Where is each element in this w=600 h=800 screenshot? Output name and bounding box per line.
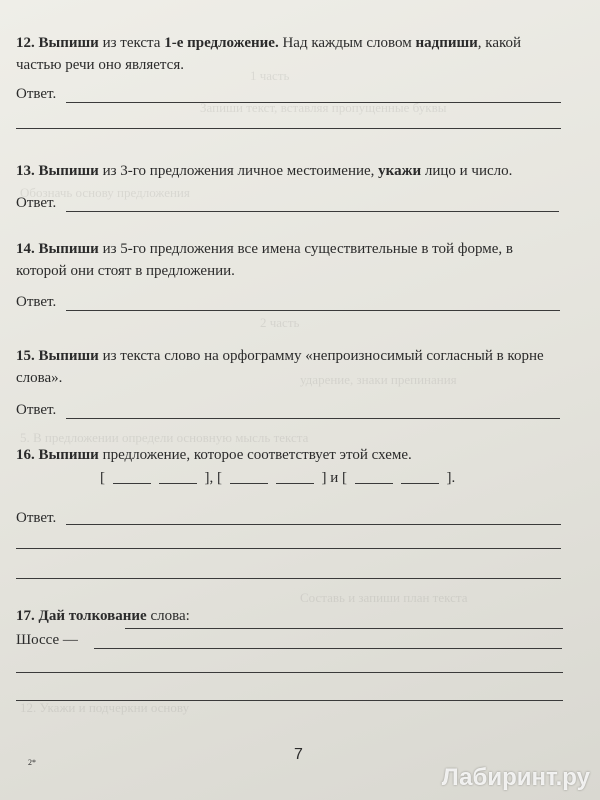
task-text: из 3-го предложения личное местоимение, xyxy=(98,163,379,179)
task-emphasis: 1-е предложение. xyxy=(164,35,279,51)
answer-line[interactable] xyxy=(125,628,563,629)
task-emphasis: надпиши xyxy=(415,35,478,51)
watermark-logo: Лабиринт.ру xyxy=(441,764,590,791)
answer-line[interactable] xyxy=(66,310,560,311)
bleed-through-text: ударение, знаки препинания xyxy=(300,372,457,387)
task-number: 13. xyxy=(16,163,35,179)
bleed-through-text: Обозначь основу предложения xyxy=(20,185,190,200)
scheme-bracket: [ xyxy=(217,470,222,486)
bleed-through-text: Составь и запиши план текста xyxy=(300,590,468,605)
task-15 xyxy=(16,345,564,389)
bleed-through-text: Запиши текст, вставляя пропущенные буквы xyxy=(200,100,447,115)
signature-mark: 2* xyxy=(28,758,36,767)
answer-line[interactable] xyxy=(16,672,563,673)
answer-line[interactable] xyxy=(16,578,561,579)
bleed-through-text: 12. Укажи и подчеркни основу xyxy=(20,700,190,715)
answer-line[interactable] xyxy=(16,700,563,701)
task-17 xyxy=(16,605,564,627)
answer-line[interactable] xyxy=(94,648,562,649)
task-text: из текста слово на орфограмму «непроизносимый согласный в корне слова». xyxy=(16,348,544,386)
task-12 xyxy=(16,32,564,76)
scheme-blank xyxy=(401,473,439,484)
task-number: 16. xyxy=(16,447,35,463)
task-text: Над каждым словом xyxy=(278,35,416,51)
task-number: 15. xyxy=(16,348,35,364)
scheme-blank xyxy=(159,473,197,484)
task-verb: Выпиши xyxy=(38,35,99,51)
task-verb: Дай толкование xyxy=(38,608,147,624)
task-text: из 5-го предложения все имена существительные в той форме, в которой они стоят в предложении. xyxy=(16,241,514,279)
task-13 xyxy=(16,160,564,182)
scheme-blank xyxy=(230,473,268,484)
task-text: из текста xyxy=(98,35,165,51)
bleed-through-text: 1 часть xyxy=(250,68,290,83)
task-number: 14. xyxy=(16,241,35,257)
answer-label: Ответ. xyxy=(16,294,57,310)
answer-row-13[interactable] xyxy=(16,195,561,217)
task-number: 17. xyxy=(16,608,35,624)
task-verb: Выпиши xyxy=(38,163,99,179)
task-text: предложение, которое соответствует этой схеме. xyxy=(98,447,412,463)
answer-line[interactable] xyxy=(66,102,561,103)
task-14 xyxy=(16,238,564,282)
answer-label: Ответ. xyxy=(16,86,57,102)
page-number: 7 xyxy=(294,746,303,763)
scheme-blank xyxy=(276,473,314,484)
answer-row-16[interactable] xyxy=(16,510,561,532)
task-emphasis: укажи xyxy=(378,163,422,179)
scheme-bracket: ], xyxy=(204,470,214,486)
task-text: слова: xyxy=(146,608,190,624)
answer-line[interactable] xyxy=(16,548,561,549)
scheme-bracket: [ xyxy=(100,470,105,486)
task-verb: Выпиши xyxy=(38,241,99,257)
answer-line[interactable] xyxy=(66,418,560,419)
scheme-blank xyxy=(113,473,151,484)
answer-row-17[interactable] xyxy=(16,632,561,654)
answer-row-12[interactable] xyxy=(16,86,561,108)
task-16 xyxy=(16,444,564,466)
answer-label: Ответ. xyxy=(16,195,57,211)
scheme-blank xyxy=(355,473,393,484)
task-verb: Выпиши xyxy=(38,447,99,463)
answer-line[interactable] xyxy=(16,128,561,129)
bleed-through-text: 2 часть xyxy=(260,315,300,330)
task-verb: Выпиши xyxy=(38,348,99,364)
scheme-bracket: ] и [ xyxy=(321,470,348,486)
answer-label: Ответ. xyxy=(16,510,57,526)
answer-label: Ответ. xyxy=(16,402,57,418)
word-prompt: Шоссе — xyxy=(16,632,78,648)
answer-row-14[interactable] xyxy=(16,294,561,316)
task-text: , какой частью речи оно является. xyxy=(16,35,522,73)
answer-row-15[interactable] xyxy=(16,402,561,424)
answer-line[interactable] xyxy=(66,524,561,525)
bleed-through-text: 5. В предложении определи основную мысль текста xyxy=(20,430,309,445)
task-text: лицо и число. xyxy=(421,163,513,179)
sentence-scheme xyxy=(100,470,455,487)
scheme-bracket: ]. xyxy=(446,470,456,486)
answer-line[interactable] xyxy=(66,211,559,212)
task-number: 12. xyxy=(16,35,35,51)
